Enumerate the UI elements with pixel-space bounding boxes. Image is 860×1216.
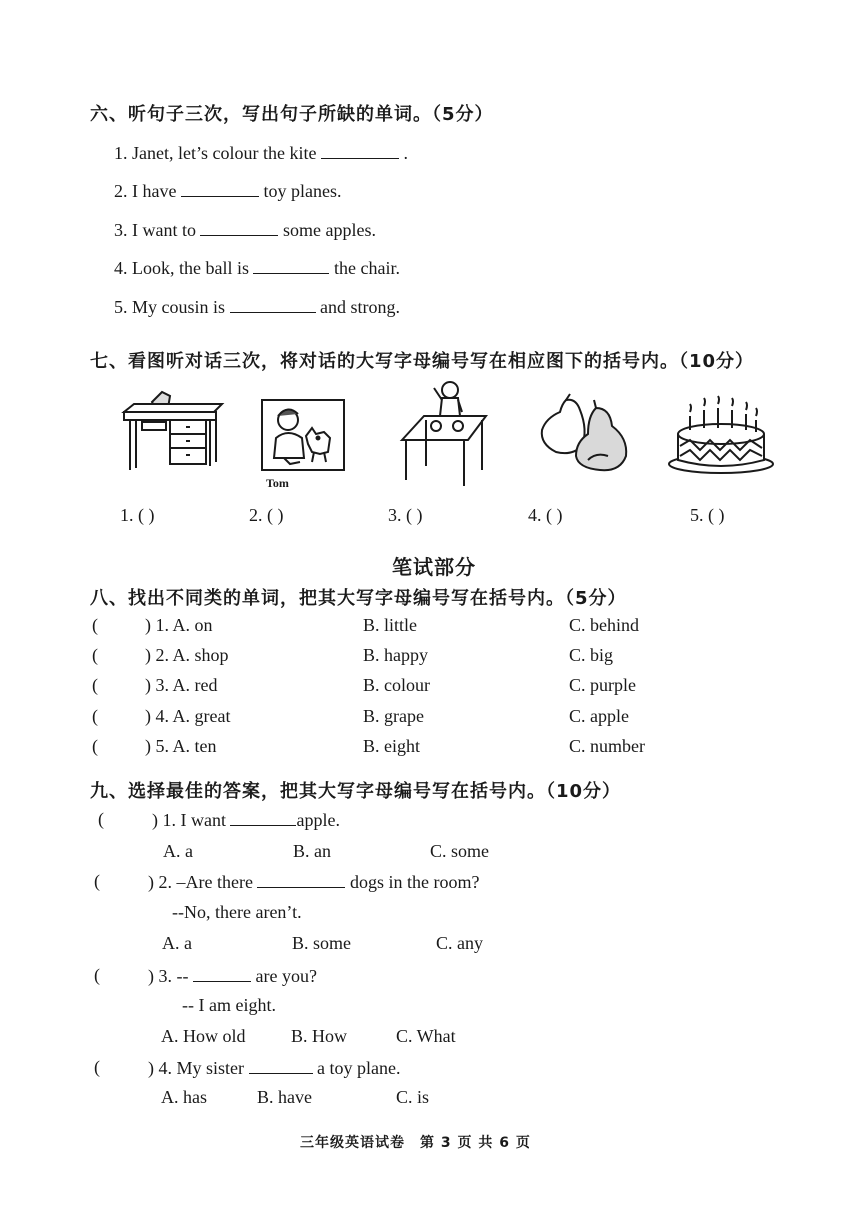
- s7-label-1[interactable]: 1. ( ): [120, 505, 155, 525]
- s8-row-1-paren[interactable]: (: [92, 615, 98, 635]
- s9-q2-reply: --No, there aren’t.: [172, 902, 302, 922]
- desk-icon: [122, 384, 224, 474]
- section-9-heading: 九、选择最佳的答案，把其大写字母编号写在括号内。（10分）: [90, 781, 622, 802]
- s8-row-3-c: C. purple: [569, 675, 636, 695]
- s6-item-2: [114, 180, 341, 202]
- s6-item-3-end: some apples.: [282, 220, 376, 240]
- section-6-heading: 六、听句子三次，写出句子所缺的单词。（5分）: [90, 104, 494, 125]
- s6-item-2-blank[interactable]: [181, 180, 259, 197]
- s6-item-5-blank[interactable]: [230, 296, 316, 313]
- table-icon: [398, 378, 490, 488]
- s6-item-4-end: the chair.: [333, 258, 400, 278]
- s6-item-4-text: 4. Look, the ball is: [114, 258, 249, 278]
- s8-row-2-a: ) 2. A. shop: [145, 645, 229, 665]
- s9-q2-paren[interactable]: (: [94, 871, 100, 891]
- s9-q4-paren[interactable]: (: [94, 1057, 100, 1077]
- s9-q3-after: are you?: [255, 966, 317, 986]
- s9-q3-reply: -- I am eight.: [182, 995, 276, 1015]
- s8-row-3-paren[interactable]: (: [92, 675, 98, 695]
- s7-label-2[interactable]: 2. ( ): [249, 505, 284, 525]
- s9-q3-b: B. How: [291, 1026, 348, 1046]
- s6-item-1-blank[interactable]: [321, 142, 399, 159]
- s7-label-4[interactable]: 4. ( ): [528, 505, 563, 525]
- section-7-heading: 七、看图听对话三次，将对话的大写字母编号写在相应图下的括号内。（10分）: [90, 351, 755, 372]
- s8-row-5-a: ) 5. A. ten: [145, 736, 217, 756]
- s8-row-5-b: B. eight: [363, 736, 420, 756]
- s8-row-1-a: ) 1. A. on: [145, 615, 213, 635]
- s8-row-4-c: C. apple: [569, 706, 629, 726]
- s9-q2-blank[interactable]: [257, 871, 345, 888]
- s8-row-2-paren[interactable]: (: [92, 645, 98, 665]
- s9-q3-c: C. What: [396, 1026, 456, 1046]
- s8-row-5-paren[interactable]: (: [92, 736, 98, 756]
- s9-q4-blank[interactable]: [249, 1057, 313, 1074]
- s9-q4-stem: [148, 1057, 400, 1079]
- s8-row-2-c: C. big: [569, 645, 614, 665]
- pears-icon: [536, 394, 632, 476]
- s8-row-1-b: B. little: [363, 615, 417, 635]
- s9-q3-before: ) 3. --: [148, 966, 189, 986]
- s9-q4-a: A. has: [161, 1087, 207, 1107]
- s6-item-2-end: toy planes.: [263, 181, 342, 201]
- s9-q1-c: C. some: [430, 841, 490, 861]
- s7-label-3[interactable]: 3. ( ): [388, 505, 423, 525]
- s8-row-3-a: ) 3. A. red: [145, 675, 218, 695]
- s9-q1-b: B. an: [293, 841, 331, 861]
- s9-q4-before: ) 4. My sister: [148, 1058, 244, 1078]
- s6-item-4: [114, 257, 400, 279]
- s6-item-3-blank[interactable]: [200, 219, 278, 236]
- s9-q2-before: ) 2. –Are there: [148, 872, 253, 892]
- s9-q2-stem: [148, 871, 479, 893]
- s8-row-4-paren[interactable]: (: [92, 706, 98, 726]
- s6-item-5-end: and strong.: [320, 297, 401, 317]
- s8-row-2-b: B. happy: [363, 645, 428, 665]
- s9-q1-stem: [152, 809, 340, 831]
- s9-q3-blank[interactable]: [193, 965, 251, 982]
- s7-label-5[interactable]: 5. ( ): [690, 505, 725, 525]
- s9-q1-blank[interactable]: [230, 809, 296, 826]
- s9-q4-after: a toy plane.: [317, 1058, 401, 1078]
- s9-q1-after: apple.: [296, 810, 340, 830]
- s9-q4-c: C. is: [396, 1087, 430, 1107]
- s9-q2-a: A. a: [162, 933, 192, 953]
- written-part-title: 笔试部分: [392, 555, 476, 579]
- s6-item-3-text: 3. I want to: [114, 220, 196, 240]
- s9-q3-a: A. How old: [161, 1026, 246, 1046]
- s6-item-5-text: 5. My cousin is: [114, 297, 226, 317]
- s8-row-5-c: C. number: [569, 736, 645, 756]
- s9-q1-before: ) 1. I want: [152, 810, 226, 830]
- s6-item-5: [114, 296, 400, 318]
- s6-item-4-blank[interactable]: [253, 257, 329, 274]
- s9-q3-paren[interactable]: (: [94, 965, 100, 985]
- s9-q2-c: C. any: [436, 933, 483, 953]
- s6-item-2-text: 2. I have: [114, 181, 177, 201]
- s8-row-3-b: B. colour: [363, 675, 430, 695]
- s8-row-1-c: C. behind: [569, 615, 639, 635]
- section-8-heading: 八、找出不同类的单词，把其大写字母编号写在括号内。（5分）: [90, 588, 627, 609]
- cake-icon: [666, 398, 776, 476]
- s9-q1-paren[interactable]: (: [98, 809, 104, 829]
- page-footer: 三年级英语试卷 第 3 页 共 6 页: [300, 1135, 531, 1151]
- s8-row-4-a: ) 4. A. great: [145, 706, 231, 726]
- s9-q2-b: B. some: [292, 933, 352, 953]
- s9-q1-a: A. a: [163, 841, 193, 861]
- s6-item-3: [114, 219, 376, 241]
- s9-q4-b: B. have: [257, 1087, 312, 1107]
- s6-item-1: [114, 142, 408, 164]
- s8-row-4-b: B. grape: [363, 706, 424, 726]
- boy-dog-icon: [260, 398, 346, 472]
- s9-q2-after: dogs in the room?: [349, 872, 480, 892]
- s6-item-1-text: 1. Janet, let’s colour the kite: [114, 143, 317, 163]
- tom-caption: Tom: [266, 476, 289, 490]
- s9-q3-stem: [148, 965, 317, 987]
- s6-item-1-end: .: [403, 143, 408, 163]
